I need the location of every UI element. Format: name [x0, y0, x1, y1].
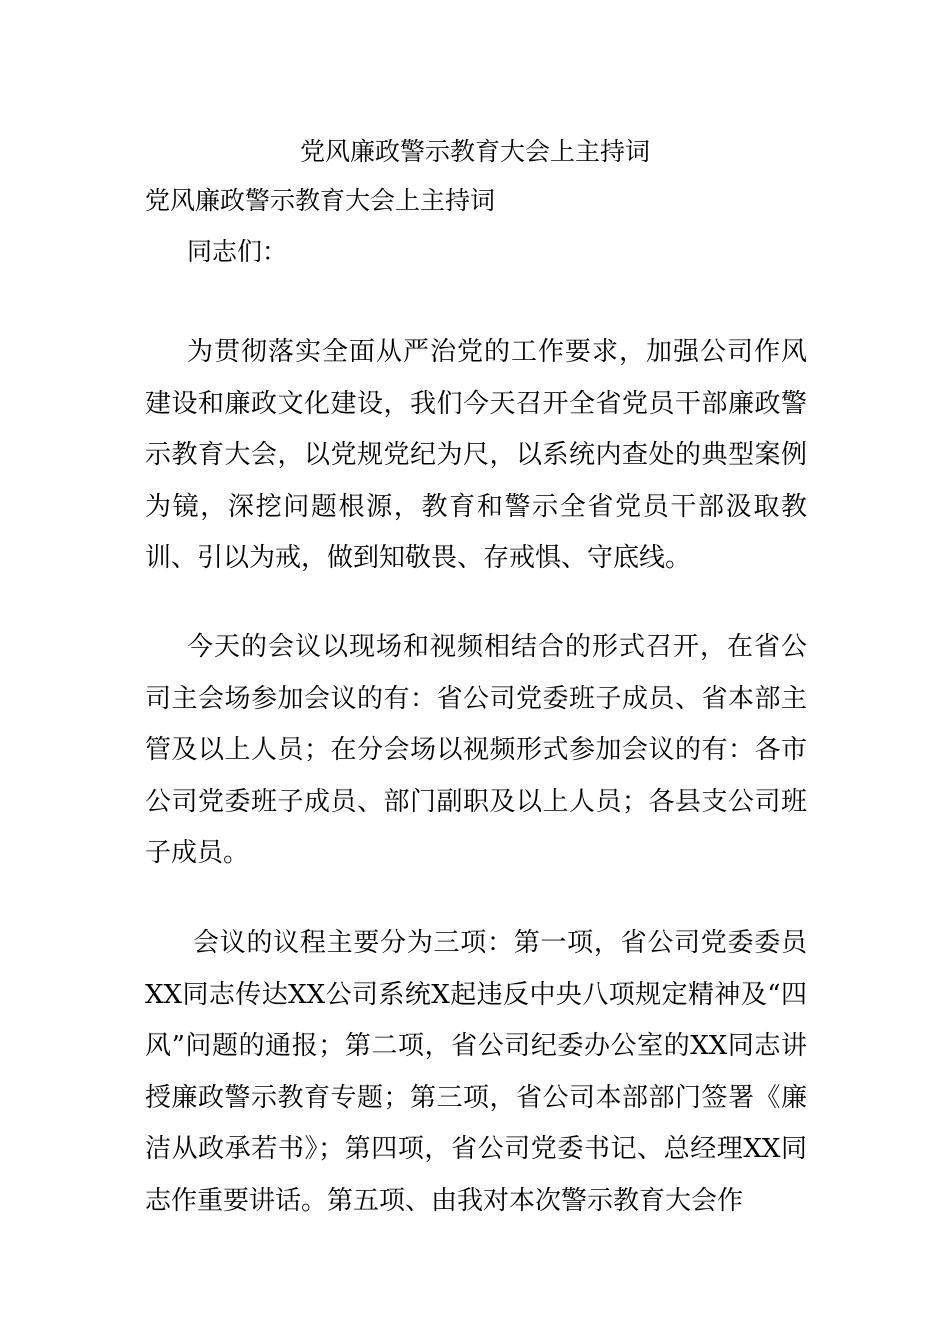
document-title: 党风廉政警示教育大会上主持词 [299, 137, 650, 166]
greeting: 同志们： [187, 237, 288, 266]
document-subtitle: 党风廉政警示教育大会上主持词 [145, 186, 496, 215]
paragraph-3: 会议的议程主要分为三项：第一项，省公司党委委员XX同志传达XX公司系统X起违反中央八项规定精神及“四风”问题的通报；第二项，省公司纪委办公室的XX同志讲授廉政警示教育专题；第三项，省公司本部部门签署《廉洁从政承若书》；第四项，省公司党委书记、总经理XX同志作重要讲话。第五项、由我对本次警示教育大会作 [145, 928, 807, 1216]
paragraph-2: 今天的会议以现场和视频相结合的形式召开，在省公司主会场参加会议的有：省公司党委班子成员、省本部主管及以上人员；在分会场以视频形式参加会议的有：各市公司党委班子成员、部门副职及以上人员；各县支公司班子成员。 [145, 632, 807, 868]
paragraph-1: 为贯彻落实全面从严治党的工作要求，加强公司作风建设和廉政文化建设，我们今天召开全省党员干部廉政警示教育大会，以党规党纪为尺，以系统内查处的典型案例为镜，深挖问题根源，教育和警示全省党员干部汲取教训、引以为戒，做到知敬畏、存戒惧、守底线。 [145, 337, 807, 573]
